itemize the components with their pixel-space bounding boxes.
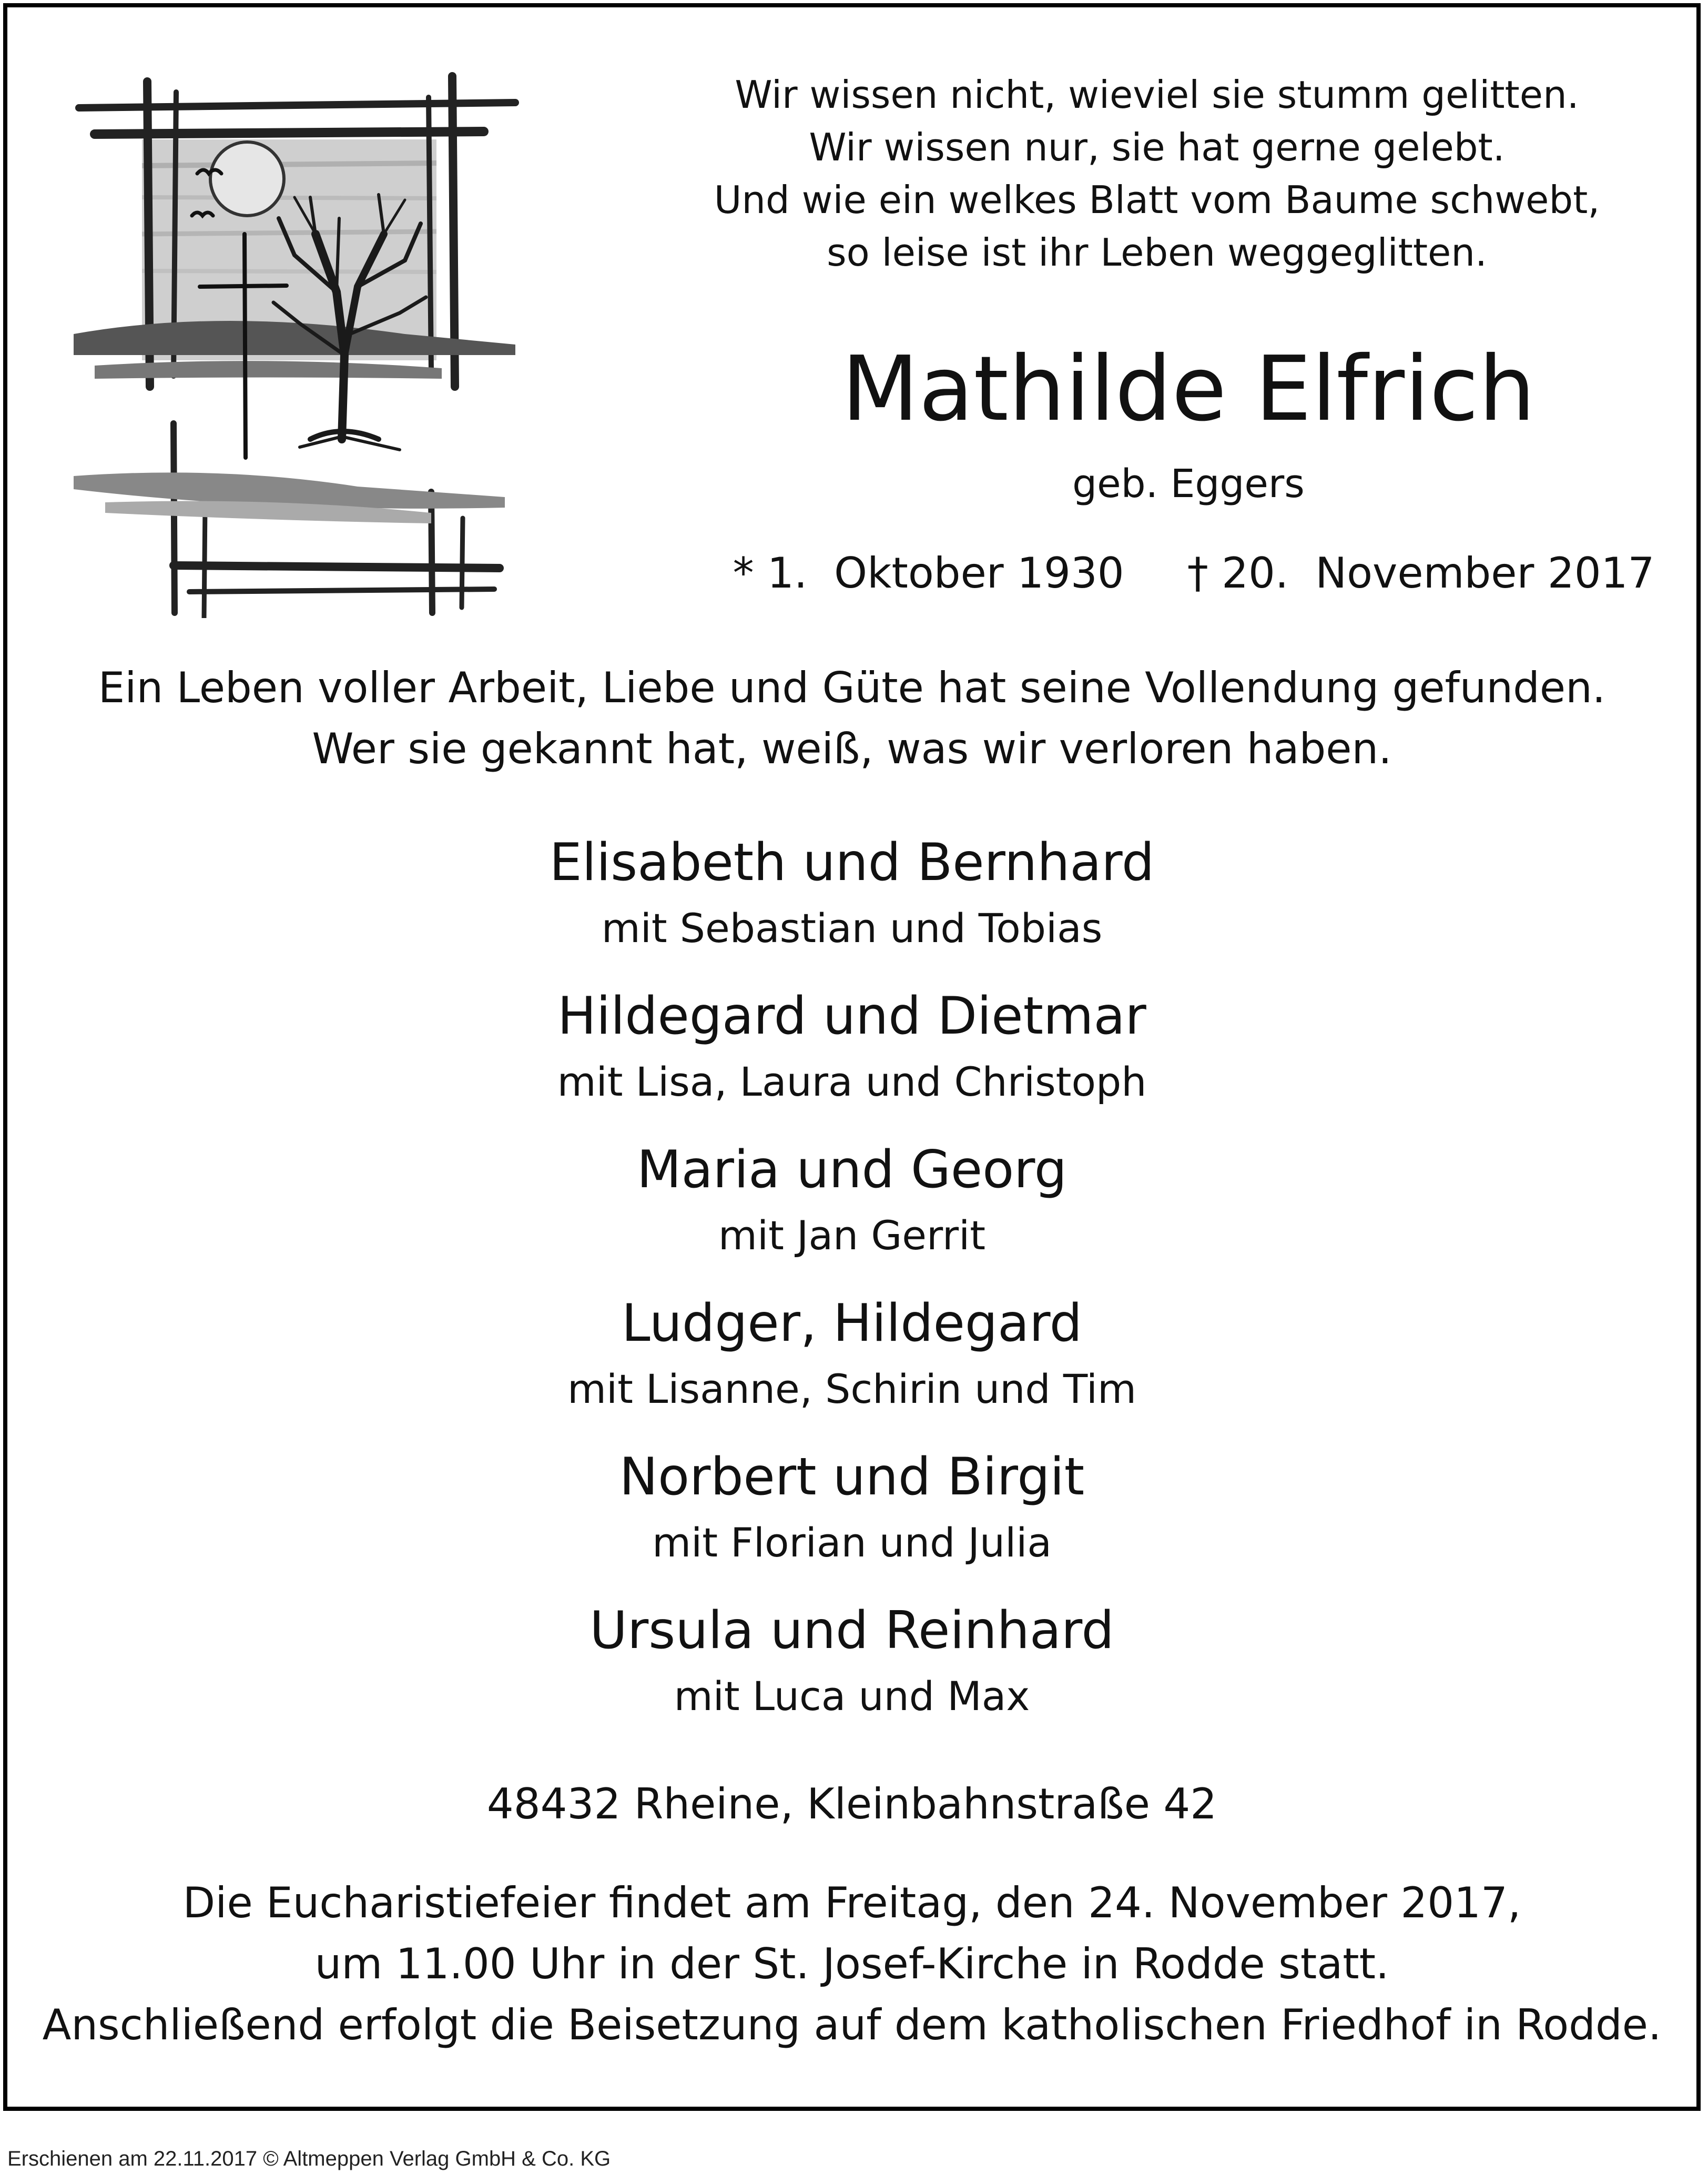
family-children: mit Florian und Julia [652,1519,1052,1566]
family-entry [316,1133,1388,1287]
family-children: mit Lisa, Laura und Christoph [557,1058,1147,1105]
family-entry [316,1440,1388,1594]
family-names: Ursula und Reinhard [589,1601,1114,1661]
moon-icon [210,142,284,216]
poem-line: so leise ist ihr Leben weggeglitten. [827,230,1487,275]
family-children: mit Lisanne, Schirin und Tim [567,1366,1137,1412]
memorial-illustration [63,60,526,618]
service-line: Die Eucharistiefeier findet am Freitag, den 24. November 2017, [182,1878,1521,1927]
family-names: Elisabeth und Bernhard [549,833,1155,893]
tribute-text [42,658,1662,780]
family-children: mit Luca und Max [674,1673,1030,1720]
poem-line: Wir wissen nicht, wieviel sie stumm gelitten. [735,73,1579,117]
mourning-address: 48432 Rheine, Kleinbahnstraße 42 [486,1779,1217,1828]
family-names: Hildegard und Dietmar [557,986,1146,1046]
maiden-name: geb. Eggers [1072,461,1305,507]
service-line: Anschließend erfolgt die Beisetzung auf dem katholischen Friedhof in Rodde. [42,2000,1662,2049]
death-date: † 20. November 2017 [1187,549,1655,598]
family-entry [316,1287,1388,1440]
birth-date: * 1. Oktober 1930 [733,549,1124,598]
family-names: Ludger, Hildegard [622,1293,1082,1353]
poem-line: Und wie ein welkes Blatt vom Baume schwebt, [714,178,1600,222]
service-line: um 11.00 Uhr in der St. Josef-Kirche in Rodde statt. [314,1939,1389,1988]
poem-line: Wir wissen nur, sie hat gerne gelebt. [809,125,1505,169]
tribute-line: Wer sie gekannt hat, weiß, was wir verloren haben. [312,724,1392,773]
family-children: mit Jan Gerrit [718,1212,986,1259]
family-entry [316,1594,1388,1747]
family-names: Norbert und Birgit [619,1447,1085,1507]
family-children: mit Sebastian und Tobias [601,905,1103,952]
tribute-line: Ein Leben voller Arbeit, Liebe und Güte hat seine Vollendung gefunden. [98,663,1606,712]
family-names: Maria und Georg [637,1140,1067,1200]
mourners-list [316,826,1388,1747]
life-dates [694,544,1693,602]
family-entry [316,979,1388,1133]
poem [694,68,1620,279]
family-entry [316,826,1388,979]
service-details [21,1873,1683,2056]
publication-footer: Erschienen am 22.11.2017 © Altmeppen Verlag GmbH & Co. KG [7,2147,611,2170]
ground-strokes [74,321,515,523]
deceased-name: Mathilde Elfrich [841,337,1536,441]
